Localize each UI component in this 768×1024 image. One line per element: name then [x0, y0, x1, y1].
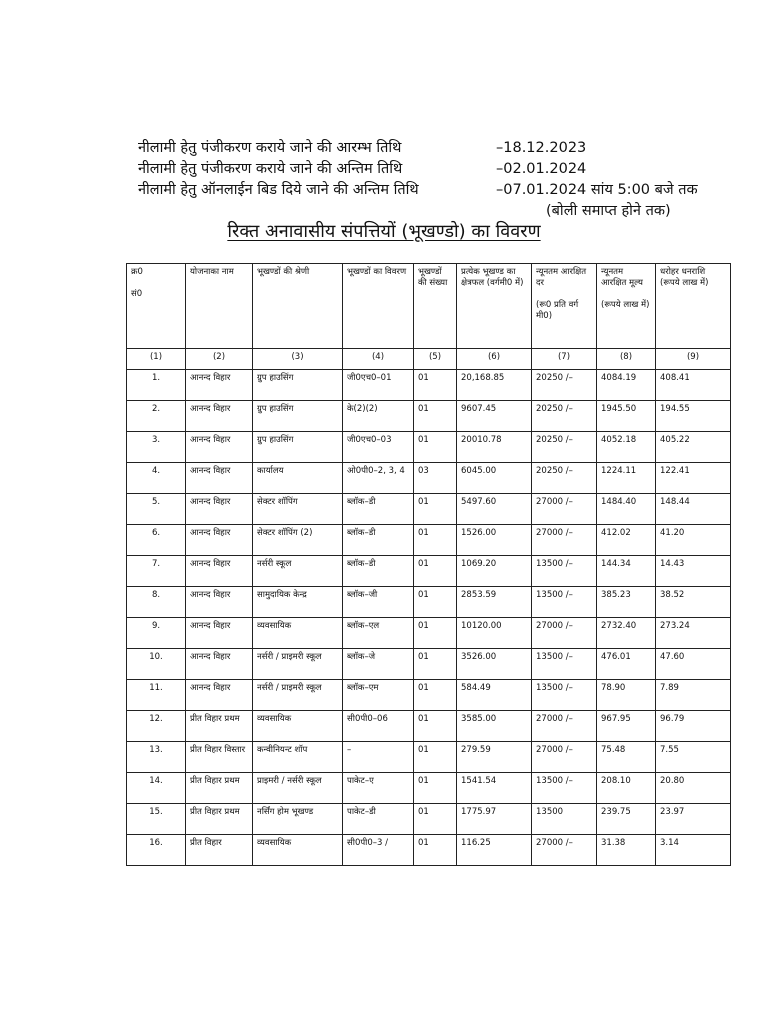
table-cell: 1541.54	[457, 773, 532, 804]
table-cell: 11.	[127, 680, 186, 711]
table-cell: 12.	[127, 711, 186, 742]
table-cell: 273.24	[656, 618, 731, 649]
table-cell: 2853.59	[457, 587, 532, 618]
table-cell: 14.43	[656, 556, 731, 587]
table-row	[127, 463, 731, 494]
table-cell: 20250 /–	[532, 370, 597, 401]
table-cell: 78.90	[597, 680, 656, 711]
table-cell: 9607.45	[457, 401, 532, 432]
date-label: नीलामी हेतु पंजीकरण कराये जाने की अन्तिम तिथि	[138, 161, 403, 177]
table-row	[127, 432, 731, 463]
table-cell: आनन्द विहार	[186, 649, 253, 680]
column-header: न्यूनतम आरक्षित दर (रू0 प्रति वर्ग मी0)	[532, 264, 597, 349]
table-cell: 03	[414, 463, 457, 494]
table-row	[127, 556, 731, 587]
table-cell: 38.52	[656, 587, 731, 618]
table-row	[127, 742, 731, 773]
table-cell: प्रीत विहार	[186, 835, 253, 866]
table-cell: 1484.40	[597, 494, 656, 525]
page-title	[0, 219, 768, 243]
table-cell: 967.95	[597, 711, 656, 742]
table-cell: कार्यालय	[253, 463, 343, 494]
table-cell: 412.02	[597, 525, 656, 556]
table-cell: 4052.18	[597, 432, 656, 463]
table-cell: 1069.20	[457, 556, 532, 587]
table-cell: 01	[414, 401, 457, 432]
table-cell: 3526.00	[457, 649, 532, 680]
table-cell: आनन्द विहार	[186, 556, 253, 587]
table-cell: के(2)(2)	[343, 401, 414, 432]
table-cell: सी0पी0–06	[343, 711, 414, 742]
table-cell: ब्लॉक–एल	[343, 618, 414, 649]
table-cell: 27000 /–	[532, 742, 597, 773]
table-cell: 1775.97	[457, 804, 532, 835]
table-cell: 6.	[127, 525, 186, 556]
table-cell: प्रीत विहार विस्तार	[186, 742, 253, 773]
table-row	[127, 649, 731, 680]
table-cell: ग्रुप हाउसिंग	[253, 401, 343, 432]
table-cell: 75.48	[597, 742, 656, 773]
table-cell: 239.75	[597, 804, 656, 835]
table-cell: 2732.40	[597, 618, 656, 649]
table-cell: आनन्द विहार	[186, 494, 253, 525]
table-cell: 01	[414, 711, 457, 742]
table-cell: प्राइमरी / नर्सरी स्कूल	[253, 773, 343, 804]
table-cell: 27000 /–	[532, 711, 597, 742]
column-number: (9)	[656, 349, 731, 370]
table-cell: 13500 /–	[532, 587, 597, 618]
table-cell: 116.25	[457, 835, 532, 866]
table-cell: 20250 /–	[532, 463, 597, 494]
table-cell: पाकेट–डी	[343, 804, 414, 835]
table-cell: प्रीत विहार प्रथम	[186, 773, 253, 804]
table-cell: प्रीत विहार प्रथम	[186, 804, 253, 835]
column-header: न्यूनतम आरक्षित मूल्य (रूपये लाख में)	[597, 264, 656, 349]
table-cell: 16.	[127, 835, 186, 866]
table-cell: 20250 /–	[532, 401, 597, 432]
table-row	[127, 587, 731, 618]
date-value: –07.01.2024 सांय 5:00 बजे तक	[496, 182, 698, 198]
table-cell: 13500 /–	[532, 556, 597, 587]
table-cell: 1526.00	[457, 525, 532, 556]
table-cell: 41.20	[656, 525, 731, 556]
table-cell: ग्रुप हाउसिंग	[253, 432, 343, 463]
table-cell: 2.	[127, 401, 186, 432]
table-cell: 10.	[127, 649, 186, 680]
column-number: (7)	[532, 349, 597, 370]
table-cell: 01	[414, 835, 457, 866]
table-cell: 15.	[127, 804, 186, 835]
column-header: भूखण्डों की संख्या	[414, 264, 457, 349]
table-cell: जी0एच0–03	[343, 432, 414, 463]
table-cell: नर्सरी / प्राइमरी स्कूल	[253, 649, 343, 680]
table-cell: 13500	[532, 804, 597, 835]
table-cell: ब्लॉक–एम	[343, 680, 414, 711]
table-cell: –	[343, 742, 414, 773]
table-cell: 01	[414, 494, 457, 525]
table-row	[127, 773, 731, 804]
table-cell: 405.22	[656, 432, 731, 463]
table-cell: आनन्द विहार	[186, 370, 253, 401]
table-cell: ओ0पी0–2, 3, 4	[343, 463, 414, 494]
table-cell: 1224.11	[597, 463, 656, 494]
table-cell: आनन्द विहार	[186, 680, 253, 711]
table-cell: नर्सरी स्कूल	[253, 556, 343, 587]
table-cell: 122.41	[656, 463, 731, 494]
table-row	[127, 804, 731, 835]
table-cell: 476.01	[597, 649, 656, 680]
table-cell: 01	[414, 649, 457, 680]
table-cell: 208.10	[597, 773, 656, 804]
table-cell: सेक्टर शॉपिंग	[253, 494, 343, 525]
table-cell: सेक्टर शॉपिंग (2)	[253, 525, 343, 556]
table-cell: 01	[414, 525, 457, 556]
table-cell: सामुदायिक केन्द्र	[253, 587, 343, 618]
property-table	[126, 263, 731, 866]
table-cell: 13500 /–	[532, 649, 597, 680]
table-cell: 14.	[127, 773, 186, 804]
table-cell: 31.38	[597, 835, 656, 866]
column-header: योजनाका नाम	[186, 264, 253, 349]
table-cell: 7.89	[656, 680, 731, 711]
auction-dates	[138, 138, 738, 221]
table-row	[127, 494, 731, 525]
table-cell: 5.	[127, 494, 186, 525]
column-number: (1)	[127, 349, 186, 370]
table-row	[127, 835, 731, 866]
table-cell: 4084.19	[597, 370, 656, 401]
date-value: –18.12.2023	[496, 140, 587, 156]
table-cell: 01	[414, 370, 457, 401]
table-cell: आनन्द विहार	[186, 525, 253, 556]
table-cell: सी0पी0–3 /	[343, 835, 414, 866]
page-title-text: रिक्त अनावासीय संपत्तियों (भूखण्डो) का विवरण	[227, 221, 541, 242]
table-cell: 01	[414, 587, 457, 618]
column-number: (5)	[414, 349, 457, 370]
table-cell: 01	[414, 432, 457, 463]
table-body	[127, 370, 731, 866]
table-cell: 7.55	[656, 742, 731, 773]
table-cell: 10120.00	[457, 618, 532, 649]
date-label: नीलामी हेतु ऑनलाईन बिड दिये जाने की अन्तिम तिथि	[138, 182, 419, 198]
table-cell: 27000 /–	[532, 835, 597, 866]
table-cell: कन्वीनियन्ट शॉप	[253, 742, 343, 773]
table-cell: 01	[414, 680, 457, 711]
table-cell: आनन्द विहार	[186, 463, 253, 494]
date-value: –02.01.2024	[496, 161, 587, 177]
table-cell: 148.44	[656, 494, 731, 525]
table-row	[127, 525, 731, 556]
column-header: भूखण्डों का विवरण	[343, 264, 414, 349]
table-cell: 7.	[127, 556, 186, 587]
table-cell: 1945.50	[597, 401, 656, 432]
column-header: धरोहर धनराशि (रूपये लाख में)	[656, 264, 731, 349]
table-row	[127, 401, 731, 432]
table-cell: 385.23	[597, 587, 656, 618]
column-number: (3)	[253, 349, 343, 370]
table-cell: 4.	[127, 463, 186, 494]
table-cell: 3.	[127, 432, 186, 463]
table-cell: 5497.60	[457, 494, 532, 525]
table-cell: व्यवसायिक	[253, 618, 343, 649]
table-cell: ब्लॉक–डी	[343, 494, 414, 525]
table-cell: ब्लॉक–डी	[343, 556, 414, 587]
column-number: (4)	[343, 349, 414, 370]
table-cell: 01	[414, 618, 457, 649]
date-note: (बोली समाप्त होने तक)	[546, 203, 671, 219]
table-cell: 1.	[127, 370, 186, 401]
table-cell: 20.80	[656, 773, 731, 804]
table-cell: व्यवसायिक	[253, 835, 343, 866]
table-cell: 01	[414, 742, 457, 773]
column-header: प्रत्येक भूखण्ड का क्षेत्रफल (वर्गमी0 में)	[457, 264, 532, 349]
table-cell: 96.79	[656, 711, 731, 742]
table-cell: 20,168.85	[457, 370, 532, 401]
table-cell: 3585.00	[457, 711, 532, 742]
table-column-number-row	[127, 349, 731, 370]
table-cell: 584.49	[457, 680, 532, 711]
table-cell: 13500 /–	[532, 773, 597, 804]
date-row-registration-end	[138, 159, 738, 180]
table-cell: 9.	[127, 618, 186, 649]
date-row-bid-end	[138, 180, 738, 201]
table-cell: 279.59	[457, 742, 532, 773]
table-cell: 8.	[127, 587, 186, 618]
table-cell: 01	[414, 804, 457, 835]
table-cell: 27000 /–	[532, 618, 597, 649]
table-cell: ब्लॉक–डी	[343, 525, 414, 556]
column-number: (2)	[186, 349, 253, 370]
table-cell: 20010.78	[457, 432, 532, 463]
column-header: भूखण्डों की श्रेणी	[253, 264, 343, 349]
table-row	[127, 680, 731, 711]
column-header: क्र0 सं0	[127, 264, 186, 349]
table-cell: ब्लॉक–जी	[343, 587, 414, 618]
table-cell: 20250 /–	[532, 432, 597, 463]
table-cell: 13500 /–	[532, 680, 597, 711]
table-cell: 47.60	[656, 649, 731, 680]
table-cell: 27000 /–	[532, 525, 597, 556]
table-row	[127, 618, 731, 649]
column-number: (6)	[457, 349, 532, 370]
date-row-registration-start	[138, 138, 738, 159]
table-cell: नर्सरी / प्राइमरी स्कूल	[253, 680, 343, 711]
table-cell: आनन्द विहार	[186, 618, 253, 649]
table-cell: आनन्द विहार	[186, 401, 253, 432]
table-cell: 23.97	[656, 804, 731, 835]
column-number: (8)	[597, 349, 656, 370]
table-cell: 13.	[127, 742, 186, 773]
table-cell: नर्सिंग होम भूखण्ड	[253, 804, 343, 835]
table-cell: पाकेट–ए	[343, 773, 414, 804]
table-cell: ग्रुप हाउसिंग	[253, 370, 343, 401]
table-cell: जी0एच0–01	[343, 370, 414, 401]
table-cell: 144.34	[597, 556, 656, 587]
table-cell: 01	[414, 773, 457, 804]
table-cell: 6045.00	[457, 463, 532, 494]
table-cell: ब्लॉक–जे	[343, 649, 414, 680]
table-cell: आनन्द विहार	[186, 432, 253, 463]
table-cell: आनन्द विहार	[186, 587, 253, 618]
table-row	[127, 370, 731, 401]
table-cell: 194.55	[656, 401, 731, 432]
table-header-row	[127, 264, 731, 349]
date-label: नीलामी हेतु पंजीकरण कराये जाने की आरम्भ तिथि	[138, 140, 402, 156]
table-cell: 01	[414, 556, 457, 587]
table-cell: प्रीत विहार प्रथम	[186, 711, 253, 742]
table-cell: व्यवसायिक	[253, 711, 343, 742]
table-row	[127, 711, 731, 742]
table-cell: 3.14	[656, 835, 731, 866]
table-cell: 408.41	[656, 370, 731, 401]
table-cell: 27000 /–	[532, 494, 597, 525]
